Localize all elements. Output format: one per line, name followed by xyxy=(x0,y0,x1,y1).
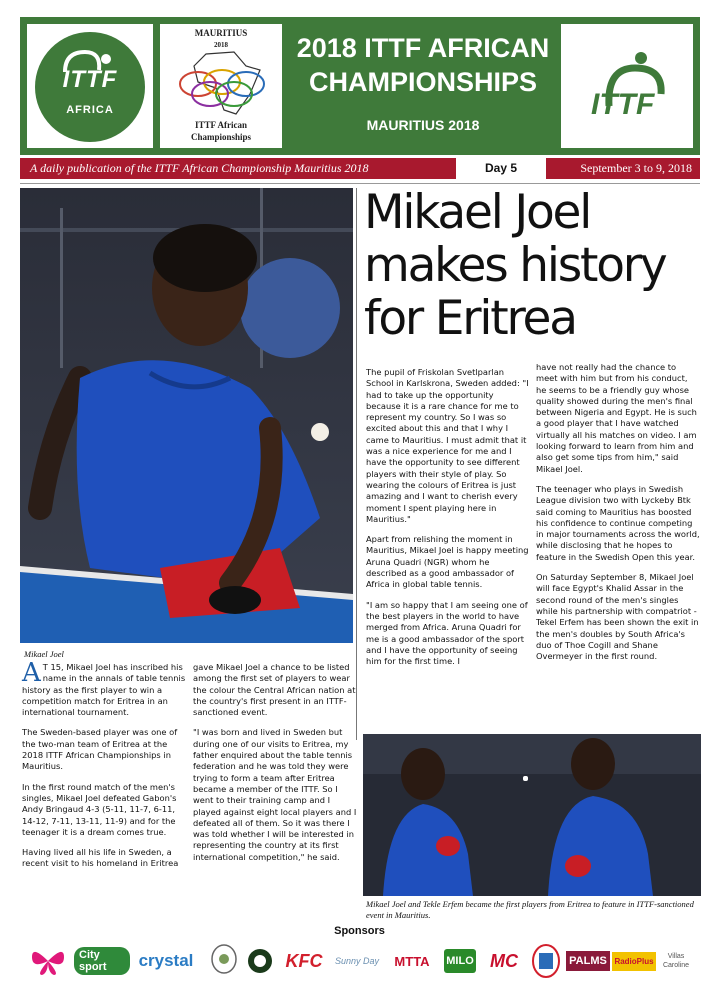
ittf-africa-logo xyxy=(27,24,153,148)
sponsor-palms: PALMS xyxy=(566,937,610,985)
article-paragraph: In the first round match of the men's singles, Mikael Joel defeated Gabon's Andy Bringaud 4-3 (5-11, 11-7, 6-11, 14-12, 7-11, 13-11, 11-9) and for the teenager it is a dream comes true. xyxy=(22,781,177,837)
ittf-logo xyxy=(561,24,693,148)
main-photo-caption: Mikael Joel xyxy=(24,649,64,659)
championship-logo-year: 2018 xyxy=(214,41,228,49)
second-photo xyxy=(363,734,701,896)
masthead-title: 2018 ITTF AFRICAN CHAMPIONSHIPS xyxy=(296,33,550,97)
sponsor-milo: MILO xyxy=(442,937,478,985)
championship-logo-country: MAURITIUS xyxy=(194,28,248,38)
sponsor-logos xyxy=(26,937,696,985)
ittf-logo-sub: AFRICA xyxy=(66,104,114,116)
day-label: Day 5 xyxy=(456,158,546,179)
article-paragraph: have not really had the chance to meet with him but from his conduct, he seems to be a friendly guy whose quality showed during the men's final between Nigeria and Egypt. He is such a good player that I have watched virtually all his matches on video. I am looking forward to learn from him and also get some tips from him," said Mikael Joel. xyxy=(536,362,697,474)
article-column-1 xyxy=(22,658,187,879)
sponsor-crystal: crystal xyxy=(138,951,194,970)
article-lede xyxy=(22,658,187,718)
article-headline: Mikael Joel makes history for Eritrea xyxy=(364,185,666,346)
article-paragraph: On Saturday September 8, Mikael Joel will face Egypt's Khalid Assar in the second round of the men's singles while his partnership with compatriot - Tekel Erfem has been shown the exit in the men's doubles by South Africa's duo of Thoe Cogill and Shane Overmeyer in the first round. xyxy=(536,572,699,662)
ittf-logo-text: ITTF xyxy=(62,66,118,93)
date-range: September 3 to 9, 2018 xyxy=(580,161,692,175)
championship-logo xyxy=(160,24,282,148)
article-column-4 xyxy=(536,362,700,671)
article-column-3 xyxy=(366,367,530,676)
masthead-subtitle: MAURITIUS 2018 xyxy=(366,117,480,133)
sponsor-mc: MC xyxy=(490,950,518,971)
championship-logo-line2: Championships xyxy=(190,132,252,142)
top-rule xyxy=(20,183,700,184)
sponsor-city-sport: City sport xyxy=(74,937,130,985)
article-paragraph: Apart from relishing the moment in Mauritius, Mikael Joel is happy meeting Aruna Quadri (NGR) whom he described as a good ambassador of Africa in global table tennis. xyxy=(366,534,529,590)
butterfly-logo-icon xyxy=(26,937,70,985)
sponsor-radioplus: RadioPlus xyxy=(614,937,654,985)
article-paragraph: The Sweden-based player was one of the two-man team of Eritrea at the 2018 ITTF African Championships in Mauritius. xyxy=(22,727,178,772)
africa-rings-icon xyxy=(176,48,268,118)
sponsor-villas-caroline: Villas Caroline xyxy=(662,953,690,969)
column-divider xyxy=(356,188,357,740)
drop-cap: A xyxy=(22,658,41,688)
publication-line: A daily publication of the ITTF African Championship Mauritius 2018 xyxy=(30,161,369,175)
mauritius-seal-icon xyxy=(528,937,564,985)
article-paragraph: gave Mikael Joel a chance to be listed among the first set of players to wear the colour the Central African nation at the country's first present in an ITTF-sanctioned event. xyxy=(193,662,356,718)
second-photo-caption: Mikael Joel and Tekle Erfem became the first players from Eritrea to feature in ITTF-sanctioned event in Mauritius. xyxy=(366,899,694,920)
article-paragraph: The pupil of Friskolan Svetlparlan School in Karlskrona, Sweden added: "I had to take up the opportunity because it is a rare chance for me to represent my country. So I was so excited about this and that I why I came to Mauritius. I must admit that it was a nice experience for me and I have the opportunity to see different players with their style of play. So wearing the colours of Eritrea is just amazing and I want to cherish every moment I spent playing here in Mauritius." xyxy=(366,367,529,524)
main-photo xyxy=(20,188,353,643)
player-photo-illustration xyxy=(20,188,353,643)
sponsor-kfc: KFC xyxy=(285,950,323,971)
championship-logo-line1: ITTF African xyxy=(195,120,247,130)
club-emblem-icon xyxy=(246,937,274,985)
article-paragraph: "I am so happy that I am seeing one of the best players in the world to have merged from Africa. Aruna Quadri for me is a good ambassador of the sport and I have the opportunity of seeing him for the first time. I xyxy=(366,599,528,667)
masthead xyxy=(20,17,700,155)
publication-strip xyxy=(20,158,700,179)
ministry-seal-icon xyxy=(206,937,242,985)
article-column-2 xyxy=(193,662,358,872)
sponsor-mtta: MTTA xyxy=(394,953,430,969)
article-paragraph: "I was born and lived in Sweden but during one of our visits to Eritrea, my father enquired about the table tennis federation and he was told they were trying to form a team after Eritrea became a member of the ITTF. So I went to their training camp and I played against eight local players and I defeated all of them. So it was there I was told whether I will be interested in representing the country at its first international competition," he said. xyxy=(193,727,357,862)
article-paragraph: The teenager who plays in Swedish League division two with Lyckeby Btk said coming to Mauritius has boosted his confidence to continue competing in major tournaments across the world, while disclosing that he hopes to feature in the Swedish Open this year. xyxy=(536,483,700,562)
ittf-logo-text-right: ITTF xyxy=(591,88,655,121)
lede-text: T 15, Mikael Joel has inscribed his name in the annals of table tennis history as the first player to win a competition match for Eritrea in an international tournament. xyxy=(22,662,186,718)
article-paragraph: Having lived all his life in Sweden, a recent visit to his homeland in Eritrea xyxy=(22,847,179,869)
sponsors-heading: Sponsors xyxy=(334,925,385,937)
sponsor-sunny-day: Sunny Day xyxy=(334,956,380,966)
ittf-africa-emblem xyxy=(35,32,145,142)
doubles-photo-illustration xyxy=(363,734,701,896)
